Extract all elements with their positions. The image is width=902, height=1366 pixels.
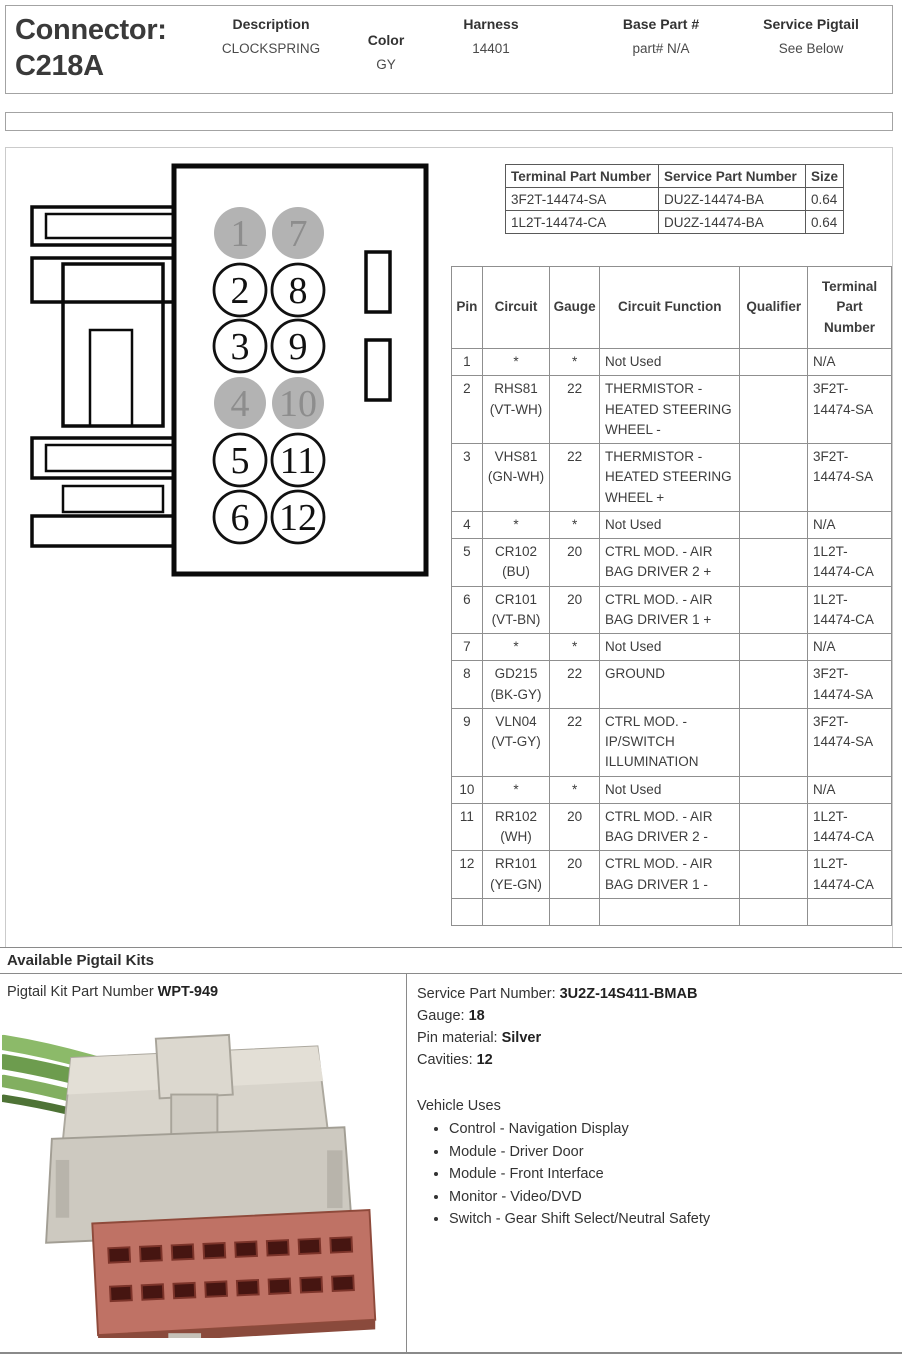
pin-number: 5 — [230, 440, 250, 482]
table-cell: * — [550, 349, 600, 376]
vehicle-uses-title: Vehicle Uses — [417, 1098, 501, 1114]
detail-value: 12 — [476, 1052, 493, 1068]
header — [5, 5, 893, 94]
detail-value: 18 — [468, 1008, 485, 1024]
table-row — [452, 586, 892, 634]
table-cell: 3F2T-14474-SA — [808, 444, 892, 512]
divider-bar — [5, 112, 893, 131]
pigtail-section — [0, 974, 902, 1352]
table-row — [452, 539, 892, 587]
table-cell — [740, 898, 808, 925]
table-row — [452, 444, 892, 512]
table-row — [452, 634, 892, 661]
pin-number: 3 — [230, 326, 250, 368]
pigtail-right — [407, 974, 902, 1352]
field-label: Description — [232, 16, 310, 32]
table-row — [452, 511, 892, 538]
table-cell: N/A — [808, 634, 892, 661]
field-value: GY — [376, 57, 396, 72]
table-row — [506, 211, 844, 234]
table-cell — [740, 349, 808, 376]
table-cell: RR101 (YE-GN) — [482, 851, 549, 899]
column-header: Terminal Part Number — [506, 165, 659, 188]
table-cell: Not Used — [600, 349, 740, 376]
pin-number: 1 — [230, 213, 250, 255]
pin-circles — [214, 207, 324, 543]
field-label: Base Part # — [622, 16, 700, 32]
vehicle-use-item: • Switch - Gear Shift Select/Neutral Safety — [449, 1209, 890, 1231]
header-field-harness — [426, 16, 556, 56]
table-cell — [740, 803, 808, 851]
detail-label: Cavities: — [417, 1052, 473, 1068]
column-header: Service Part Number — [659, 165, 806, 188]
pinout-table — [451, 266, 892, 926]
table-cell — [740, 851, 808, 899]
table-cell: Not Used — [600, 511, 740, 538]
field-value: CLOCKSPRING — [221, 41, 321, 56]
table-cell: CTRL MOD. - AIR BAG DRIVER 2 - — [600, 803, 740, 851]
table-cell: * — [550, 776, 600, 803]
table-cell — [452, 898, 483, 925]
field-value: part# N/A — [632, 41, 690, 56]
vehicle-use-item: • Monitor - Video/DVD — [449, 1187, 890, 1209]
table-cell: 0.64 — [806, 211, 844, 234]
table-row — [452, 661, 892, 709]
main-section — [5, 147, 893, 947]
table-cell: VHS81 (GN-WH) — [482, 444, 549, 512]
pigtail-left — [0, 974, 407, 1352]
table-row — [452, 898, 892, 925]
table-cell — [740, 511, 808, 538]
table-cell — [600, 898, 740, 925]
table-cell: 22 — [550, 376, 600, 444]
header-field-color — [354, 32, 418, 72]
field-label: Service Pigtail — [763, 16, 859, 32]
detail-label: Gauge: — [417, 1008, 465, 1024]
field-label: Color — [367, 32, 405, 48]
column-header: Qualifier — [740, 267, 808, 349]
table-cell: GD215 (BK-GY) — [482, 661, 549, 709]
connector-id: C218A — [15, 50, 104, 82]
table-cell: Not Used — [600, 634, 740, 661]
table-cell: DU2Z-14474-BA — [659, 211, 806, 234]
pigtail-photo — [2, 1006, 402, 1338]
pin-number: 8 — [288, 270, 308, 312]
table-row — [452, 376, 892, 444]
page-title — [15, 12, 167, 84]
table-row — [452, 708, 892, 776]
column-header: Circuit — [482, 267, 549, 349]
table-cell: 9 — [452, 708, 483, 776]
table-cell: 3F2T-14474-SA — [808, 708, 892, 776]
table-cell — [740, 376, 808, 444]
pigtail-section-title: Available Pigtail Kits — [0, 947, 902, 974]
field-value: 14401 — [472, 41, 510, 56]
pigtail-kit-line — [0, 974, 406, 1000]
detail-value: Silver — [501, 1030, 542, 1046]
table-cell: 20 — [550, 803, 600, 851]
table-cell: CTRL MOD. - AIR BAG DRIVER 1 - — [600, 851, 740, 899]
table-cell: 11 — [452, 803, 483, 851]
table-cell: 3 — [452, 444, 483, 512]
pin-number: 7 — [288, 213, 308, 255]
table-cell — [740, 634, 808, 661]
table-cell: 3F2T-14474-SA — [506, 188, 659, 211]
table-cell: CTRL MOD. - AIR BAG DRIVER 1 + — [600, 586, 740, 634]
table-cell: RR102 (WH) — [482, 803, 549, 851]
pigtail-detail — [417, 983, 890, 1005]
table-cell: 1L2T-14474-CA — [506, 211, 659, 234]
pigtail-detail — [417, 1005, 890, 1027]
table-cell: N/A — [808, 511, 892, 538]
vehicle-use-item: • Module - Front Interface — [449, 1164, 890, 1186]
table-cell: * — [482, 634, 549, 661]
table-cell — [740, 539, 808, 587]
table-cell: 1L2T-14474-CA — [808, 803, 892, 851]
header-field-base-part — [594, 16, 728, 56]
pin-number: 9 — [288, 326, 308, 368]
table-cell: 6 — [452, 586, 483, 634]
detail-label: Service Part Number: — [417, 986, 556, 1002]
table-row — [506, 188, 844, 211]
table-cell: RHS81 (VT-WH) — [482, 376, 549, 444]
terminal-part-table — [505, 164, 844, 234]
table-cell: 20 — [550, 539, 600, 587]
table-cell: 5 — [452, 539, 483, 587]
column-header: Pin — [452, 267, 483, 349]
pin-number: 4 — [230, 383, 250, 425]
table-cell: 3F2T-14474-SA — [808, 661, 892, 709]
table-row — [452, 803, 892, 851]
column-header: Size — [806, 165, 844, 188]
table-cell: DU2Z-14474-BA — [659, 188, 806, 211]
table-cell: N/A — [808, 776, 892, 803]
table-cell: CTRL MOD. - IP/SWITCH ILLUMINATION — [600, 708, 740, 776]
table-cell: CR101 (VT-BN) — [482, 586, 549, 634]
table-cell — [740, 586, 808, 634]
column-header: Circuit Function — [600, 267, 740, 349]
table-cell: 20 — [550, 586, 600, 634]
pin-number: 10 — [279, 383, 317, 425]
pigtail-details — [417, 983, 890, 1071]
table-cell: VLN04 (VT-GY) — [482, 708, 549, 776]
table-row — [452, 851, 892, 899]
connector-label: Connector: — [15, 14, 167, 46]
column-header: Gauge — [550, 267, 600, 349]
connector-face-diagram — [8, 152, 448, 584]
table-cell: 12 — [452, 851, 483, 899]
table-cell: * — [482, 511, 549, 538]
table-cell: 20 — [550, 851, 600, 899]
field-value: See Below — [778, 41, 844, 56]
table-cell: 8 — [452, 661, 483, 709]
pin-number: 11 — [279, 440, 317, 482]
table-cell: * — [482, 349, 549, 376]
table-cell: 4 — [452, 511, 483, 538]
field-label: Harness — [463, 16, 519, 32]
table-cell — [550, 898, 600, 925]
column-header: Terminal Part Number — [808, 267, 892, 349]
table-cell — [740, 444, 808, 512]
header-field-service-pigtail — [741, 16, 881, 56]
table-cell: 7 — [452, 634, 483, 661]
kit-number: WPT-949 — [157, 984, 219, 1000]
table-cell: 10 — [452, 776, 483, 803]
table-cell: * — [550, 511, 600, 538]
table-cell: CR102 (BU) — [482, 539, 549, 587]
bottom-rule — [0, 1352, 902, 1354]
pin-number: 12 — [279, 497, 317, 539]
table-cell: CTRL MOD. - AIR BAG DRIVER 2 + — [600, 539, 740, 587]
table-cell: 0.64 — [806, 188, 844, 211]
table-cell: N/A — [808, 349, 892, 376]
detail-value: 3U2Z-14S411-BMAB — [559, 986, 698, 1002]
table-cell: 22 — [550, 444, 600, 512]
pigtail-detail — [417, 1027, 890, 1049]
table-cell — [482, 898, 549, 925]
table-cell: 1 — [452, 349, 483, 376]
header-field-description — [196, 16, 346, 56]
table-cell: * — [550, 634, 600, 661]
vehicle-use-item: • Control - Navigation Display — [449, 1119, 890, 1141]
pin-number: 2 — [230, 270, 250, 312]
detail-label: Pin material: — [417, 1030, 498, 1046]
table-cell: 1L2T-14474-CA — [808, 586, 892, 634]
latch — [156, 1035, 233, 1099]
table-cell — [740, 708, 808, 776]
table-cell: THERMISTOR - HEATED STEERING WHEEL - — [600, 376, 740, 444]
table-row — [452, 776, 892, 803]
table-cell: 2 — [452, 376, 483, 444]
table-cell: THERMISTOR - HEATED STEERING WHEEL + — [600, 444, 740, 512]
table-cell: 22 — [550, 661, 600, 709]
kit-label: Pigtail Kit Part Number — [7, 984, 154, 1000]
table-cell — [740, 661, 808, 709]
terminal-face — [92, 1210, 375, 1335]
vehicle-use-item: • Module - Driver Door — [449, 1142, 890, 1164]
table-cell: * — [482, 776, 549, 803]
table-cell: GROUND — [600, 661, 740, 709]
vehicle-uses-list — [417, 1119, 890, 1231]
table-cell: 1L2T-14474-CA — [808, 539, 892, 587]
pigtail-detail — [417, 1049, 890, 1071]
table-cell: 1L2T-14474-CA — [808, 851, 892, 899]
table-cell: Not Used — [600, 776, 740, 803]
table-cell — [740, 776, 808, 803]
table-cell: 3F2T-14474-SA — [808, 376, 892, 444]
table-cell — [808, 898, 892, 925]
table-cell: 22 — [550, 708, 600, 776]
pin-number: 6 — [230, 497, 250, 539]
table-row — [452, 349, 892, 376]
